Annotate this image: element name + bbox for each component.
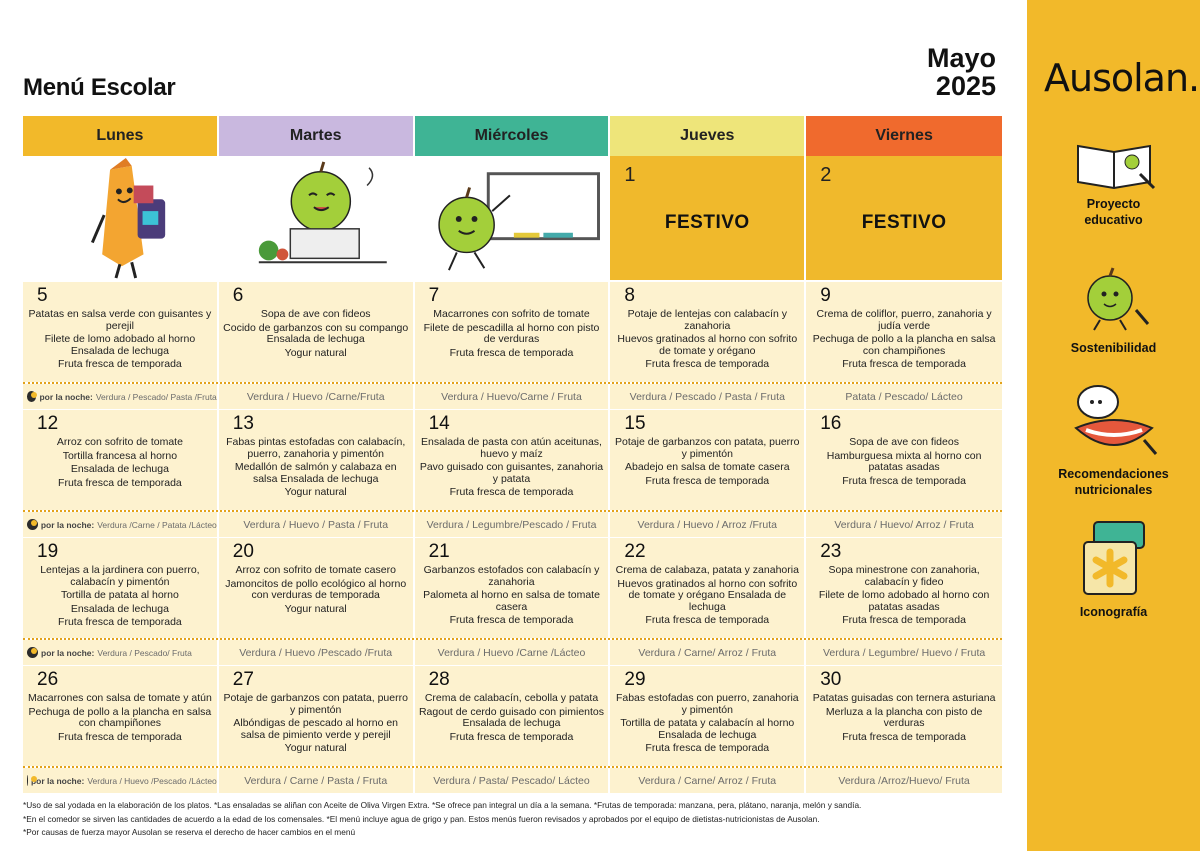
- night-suggestion: [23, 512, 219, 537]
- night-foods: Verdura / Huevo /Carne/Fruta: [246, 390, 385, 403]
- night-suggestion: [23, 384, 219, 409]
- sidebar-label-proyecto: Proyecto: [1086, 197, 1141, 211]
- dish-item: Fruta fresca de temporada: [842, 358, 966, 370]
- night-suggestion: [415, 512, 611, 537]
- dish-item: Pechuga de pollo a la plancha en salsa con champiñones: [812, 333, 996, 357]
- day-cell: [415, 282, 611, 382]
- dish-item: Filete de pescadilla al horno con pisto de verduras: [423, 321, 600, 345]
- day-number: 8: [624, 285, 635, 306]
- mouth-speech-icon: [1064, 382, 1164, 462]
- book-icon: [1064, 140, 1164, 192]
- footnotes: [23, 799, 861, 840]
- dish-item: Huevos gratinados al horno con sofrito de tomate y orégano Ensalada de lechuga: [617, 577, 798, 613]
- dish-item: Filete de lomo adobado al horno Ensalada de lechuga: [44, 333, 196, 357]
- header-lunes: Lunes: [23, 116, 219, 156]
- night-foods: Verdura /Arroz/Huevo/ Fruta: [838, 774, 970, 787]
- dish-item: Tortilla de patata al horno: [60, 589, 179, 601]
- footnote-2: *En el comedor se sirven las cantidades de acuerdo a la edad de los comensales. *El menú incluye agua de grigo y pan. Estos menús fueron revisados y aprobados por el equipo de dietistas-nutricionistas de Ausolan.: [23, 813, 820, 824]
- day-cell: [415, 538, 611, 638]
- day-cell: [219, 410, 415, 510]
- dish-item: Potaje de garbanzos con patata, puerro y pimentón: [615, 436, 800, 460]
- night-foods: Verdura / Huevo /Pescado /Lácteo: [87, 775, 217, 786]
- pencil-character-svg: [23, 156, 217, 280]
- night-suggestion: [415, 384, 611, 409]
- dish-item: Ensalada de lechuga: [70, 463, 169, 475]
- month-year: [906, 44, 996, 100]
- day-cell: [23, 666, 219, 766]
- dish-item: Crema de calabaza, patata y zanahoria: [615, 564, 799, 576]
- dish-item: Huevos gratinados al horno con sofrito de tomate y orégano: [617, 333, 798, 357]
- day-number: 23: [820, 541, 842, 562]
- dish-item: Ragout de cerdo guisado con pimientos Ensalada de lechuga: [418, 705, 605, 729]
- night-foods: Verdura / Huevo /Pescado /Fruta: [239, 646, 393, 659]
- day-cell: [806, 538, 1002, 638]
- header-viernes: Viernes: [806, 116, 1002, 156]
- night-suggestion: [610, 640, 806, 665]
- header-jueves: Jueves: [610, 116, 806, 156]
- night-foods: Verdura / Legumbre/ Huevo / Fruta: [822, 646, 986, 659]
- apple-cooking-illustration: [219, 156, 415, 280]
- night-foods: Verdura / Pescado/ Pasta /Fruta: [95, 391, 217, 402]
- day-cell: [610, 282, 806, 382]
- weeks-container: [23, 282, 1002, 794]
- night-suggestion: [806, 512, 1002, 537]
- dish-item: Macarrones con sofrito de tomate: [433, 308, 590, 320]
- moon-icon: [27, 647, 38, 658]
- night-suggestion: [610, 768, 806, 793]
- dish-item: Lentejas a la jardinera con puerro, calabacín y pimentón: [40, 564, 200, 588]
- week-row: [23, 666, 1002, 794]
- day-number: 22: [624, 541, 646, 562]
- dish-item: Arroz con sofrito de tomate: [56, 436, 183, 448]
- dish-item: Cocido de garbanzos con su compango Ensalada de lechuga: [223, 321, 409, 345]
- night-suggestion: [610, 384, 806, 409]
- day-number: 1: [624, 164, 636, 186]
- dish-item: Fruta fresca de temporada: [449, 730, 574, 743]
- night-foods: Verdura / Huevo/ Arroz / Fruta: [834, 518, 974, 531]
- apple-cooking-svg: [219, 156, 413, 280]
- sidebar-label-sostenibilidad: Sostenibilidad: [1070, 341, 1157, 355]
- day-cell: [610, 410, 806, 510]
- apple-blackboard-illustration: [415, 156, 611, 280]
- night-suggestion: [23, 768, 219, 793]
- day-cell: [806, 666, 1002, 766]
- holiday-label: FESTIVO: [664, 212, 750, 233]
- week-menu-row: [23, 282, 1002, 382]
- night-suggestion-row: [23, 768, 1002, 793]
- sidebar-item-recomendaciones[interactable]: [1027, 382, 1200, 498]
- night-suggestion: [219, 384, 415, 409]
- dish-item: Fruta fresca de temporada: [645, 358, 770, 370]
- month-label: Mayo: [926, 43, 996, 73]
- moon-icon: [27, 519, 38, 530]
- asterisk-speech-icon: [1064, 518, 1164, 598]
- night-foods: Verdura / Huevo/Carne / Fruta: [441, 390, 582, 403]
- week-menu-row: [23, 410, 1002, 510]
- day-number: 13: [232, 413, 254, 434]
- dish-item: Fruta fresca de temporada: [449, 614, 574, 626]
- night-suggestion: [219, 512, 415, 537]
- night-suggestion: [806, 640, 1002, 665]
- dish-item: Ensalada de pasta con atún aceitunas, huevo y maíz: [421, 436, 602, 460]
- day-number: 19: [37, 541, 59, 562]
- weekday-header-row: [23, 116, 1002, 156]
- night-foods: Patata / Pescado/ Lácteo: [845, 390, 963, 403]
- dish-item: Fruta fresca de temporada: [449, 486, 574, 498]
- night-label: por la noche:: [41, 647, 95, 658]
- day-cell-2: [806, 156, 1002, 280]
- apple-character-icon: [1064, 264, 1164, 334]
- day-number: 16: [820, 413, 842, 434]
- dish-item: Fruta fresca de temporada: [58, 616, 182, 628]
- sidebar-label-iconografia: Iconografía: [1079, 605, 1148, 619]
- night-suggestion: [219, 640, 415, 665]
- dish-item: Macarrones con salsa de tomate y atún: [27, 692, 212, 704]
- dish-item: Medallón de salmón y calabaza en salsa Ensalada de lechuga: [234, 461, 397, 485]
- day-cell: [23, 410, 219, 510]
- moon-icon: [27, 391, 36, 402]
- ausolan-logo: Ausolan.: [1044, 56, 1200, 100]
- dish-item: Filete de lomo adobado al horno con patatas asadas: [818, 589, 990, 613]
- night-foods: Verdura / Carne/ Arroz / Fruta: [638, 646, 777, 659]
- night-foods: Verdura / Legumbre/Pescado / Fruta: [426, 518, 597, 531]
- day-cell: [219, 282, 415, 382]
- dish-item: Yogur natural: [284, 602, 347, 615]
- sidebar-label-nutricionales: nutricionales: [1074, 483, 1153, 497]
- night-foods: Verdura /Carne / Patata /Lácteo: [97, 519, 217, 530]
- dish-item: Sopa de ave con fideos: [849, 436, 959, 448]
- dish-item: Jamoncitos de pollo ecológico al horno con verduras de temporada: [225, 577, 407, 601]
- day-number: 27: [232, 669, 254, 690]
- dish-item: Crema de coliflor, puerro, zanahoria y judía verde: [816, 308, 992, 332]
- dish-item: Garbanzos estofados con calabacín y zanahoria: [423, 564, 600, 588]
- dish-item: Potaje de lentejas con calabacín y zanahoria: [627, 308, 787, 332]
- day-number: 15: [624, 413, 646, 434]
- page-title: Menú Escolar: [23, 74, 176, 101]
- day-cell: [610, 538, 806, 638]
- dish-item: Fruta fresca de temporada: [645, 614, 770, 626]
- night-foods: Verdura / Huevo / Pasta / Fruta: [243, 518, 389, 531]
- night-foods: Verdura / Carne / Pasta / Fruta: [244, 774, 388, 787]
- day-number: 21: [428, 541, 450, 562]
- night-foods: Verdura / Carne/ Arroz / Fruta: [638, 774, 777, 787]
- dish-item: Pavo guisado con guisantes, zanahoria y patata: [419, 461, 604, 485]
- night-foods: Verdura / Huevo / Arroz /Fruta: [637, 518, 778, 531]
- sidebar-label-recomendaciones: Recomendaciones: [1058, 467, 1169, 481]
- dish-item: Fruta fresca de temporada: [842, 474, 966, 487]
- dish-item: Crema de calabacín, cebolla y patata: [424, 692, 599, 704]
- week-1-row: [23, 156, 1002, 282]
- night-suggestion-row: [23, 512, 1002, 537]
- night-foods: Verdura / Pasta/ Pescado/ Lácteo: [433, 774, 590, 787]
- night-suggestion: [219, 768, 415, 793]
- dish-item: Fabas estofadas con puerro, zanahoria y pimentón: [615, 692, 799, 716]
- dish-item: Patatas guisadas con ternera asturiana: [812, 692, 996, 704]
- day-cell: [610, 666, 806, 766]
- dish-item: Merluza a la plancha con pisto de verduras: [825, 705, 983, 729]
- dish-item: Abadejo en salsa de tomate casera: [624, 461, 790, 473]
- night-suggestion: [415, 640, 611, 665]
- day-cell: [806, 410, 1002, 510]
- day-number: 26: [37, 669, 59, 690]
- apple-blackboard-svg: [415, 156, 609, 280]
- year-label: 2025: [935, 71, 996, 101]
- footnote-3: *Por causas de fuerza mayor Ausolan se reserva el derecho de hacer cambios en el menú: [23, 827, 356, 837]
- dish-item: Sopa minestrone con zanahoria, calabacín y fideo: [828, 564, 980, 588]
- sidebar-item-sostenibilidad[interactable]: [1027, 264, 1200, 356]
- night-foods: Verdura / Huevo /Carne /Lácteo: [437, 646, 586, 659]
- dish-item: Albóndigas de pescado al horno en salsa de pimiento verde y perejil: [233, 717, 399, 741]
- dish-item: Fruta fresca de temporada: [58, 358, 182, 370]
- week-row: [23, 538, 1002, 666]
- dish-item: Fruta fresca de temporada: [842, 730, 966, 743]
- dish-item: Ensalada de lechuga: [70, 602, 169, 615]
- week-menu-row: [23, 666, 1002, 766]
- dish-item: Palometa al horno en salsa de tomate casera: [423, 589, 600, 613]
- header-miercoles: Miércoles: [415, 116, 611, 156]
- night-foods: Verdura / Pescado/ Fruta: [97, 647, 192, 658]
- moon-icon: [27, 775, 28, 786]
- dish-item: Potaje de garbanzos con patata, puerro y pimentón: [223, 692, 408, 716]
- night-label: por la noche:: [39, 391, 93, 402]
- night-suggestion: [806, 384, 1002, 409]
- night-label: por la noche:: [30, 775, 85, 786]
- night-suggestion: [610, 512, 806, 537]
- menu-grid: [23, 116, 1002, 794]
- header-martes: Martes: [219, 116, 415, 156]
- week-row: [23, 410, 1002, 538]
- day-number: 29: [624, 669, 646, 690]
- day-number: 2: [820, 164, 832, 186]
- day-number: 5: [37, 285, 48, 306]
- week-menu-row: [23, 538, 1002, 638]
- day-number: 14: [428, 413, 450, 434]
- sidebar-label-educativo: educativo: [1084, 213, 1143, 227]
- dish-item: Pechuga de pollo a la plancha en salsa con champiñones: [28, 705, 212, 729]
- night-suggestion-row: [23, 384, 1002, 409]
- pencil-character-illustration: [23, 156, 219, 280]
- day-cell: [219, 538, 415, 638]
- day-number: 28: [428, 669, 450, 690]
- day-number: 6: [232, 285, 244, 306]
- day-number: 12: [37, 413, 59, 434]
- night-suggestion: [415, 768, 611, 793]
- day-cell: [415, 666, 611, 766]
- night-label: por la noche:: [40, 519, 95, 530]
- day-cell: [806, 282, 1002, 382]
- week-row: [23, 282, 1002, 410]
- sidebar-item-iconografia[interactable]: [1027, 518, 1200, 620]
- dish-item: Sopa de ave con fideos: [260, 308, 371, 320]
- day-number: 30: [820, 669, 842, 690]
- day-cell: [219, 666, 415, 766]
- dish-item: Yogur natural: [284, 346, 347, 359]
- sidebar: [1027, 0, 1200, 851]
- day-cell: [23, 282, 219, 382]
- dish-item: Tortilla de patata y calabacín al horno Ensalada de lechuga: [620, 717, 795, 741]
- day-cell: [415, 410, 611, 510]
- night-suggestion: [806, 768, 1002, 793]
- sidebar-item-proyecto-educativo[interactable]: [1027, 140, 1200, 228]
- day-number: 9: [820, 285, 831, 306]
- day-cell: [23, 538, 219, 638]
- day-cell-1: [610, 156, 806, 280]
- footnote-1: *Uso de sal yodada en la elaboración de los platos. *Las ensaladas se aliñan con Aceite de Oliva Virgen Extra. *Se ofrece pan integral un día a la semana. *Frutas de temporada: manzana, pera, plátano, naranja, melón y sandía.: [23, 800, 862, 810]
- dish-item: Fruta fresca de temporada: [449, 346, 574, 359]
- holiday-label: FESTIVO: [861, 212, 947, 233]
- dish-item: Yogur natural: [284, 742, 347, 754]
- day-number: 20: [232, 541, 254, 562]
- dish-item: Tortilla francesa al horno: [62, 449, 178, 462]
- dish-item: Patatas en salsa verde con guisantes y perejil: [28, 308, 212, 332]
- dish-item: Fruta fresca de temporada: [645, 474, 770, 487]
- dish-item: Fruta fresca de temporada: [58, 476, 182, 489]
- night-suggestion-row: [23, 640, 1002, 665]
- dish-item: Yogur natural: [284, 486, 347, 498]
- day-number: 7: [428, 285, 440, 306]
- dish-item: Arroz con sofrito de tomate casero: [235, 564, 396, 576]
- dish-item: Fabas pintas estofadas con calabacín, puerro, zanahoria y pimentón: [226, 436, 406, 460]
- dish-item: Fruta fresca de temporada: [645, 742, 770, 754]
- dish-item: Hamburguesa mixta al horno con patatas asadas: [826, 449, 982, 473]
- night-suggestion: [23, 640, 219, 665]
- dish-item: Fruta fresca de temporada: [58, 730, 182, 743]
- night-foods: Verdura / Pescado / Pasta / Fruta: [629, 390, 785, 403]
- dish-item: Fruta fresca de temporada: [842, 614, 966, 626]
